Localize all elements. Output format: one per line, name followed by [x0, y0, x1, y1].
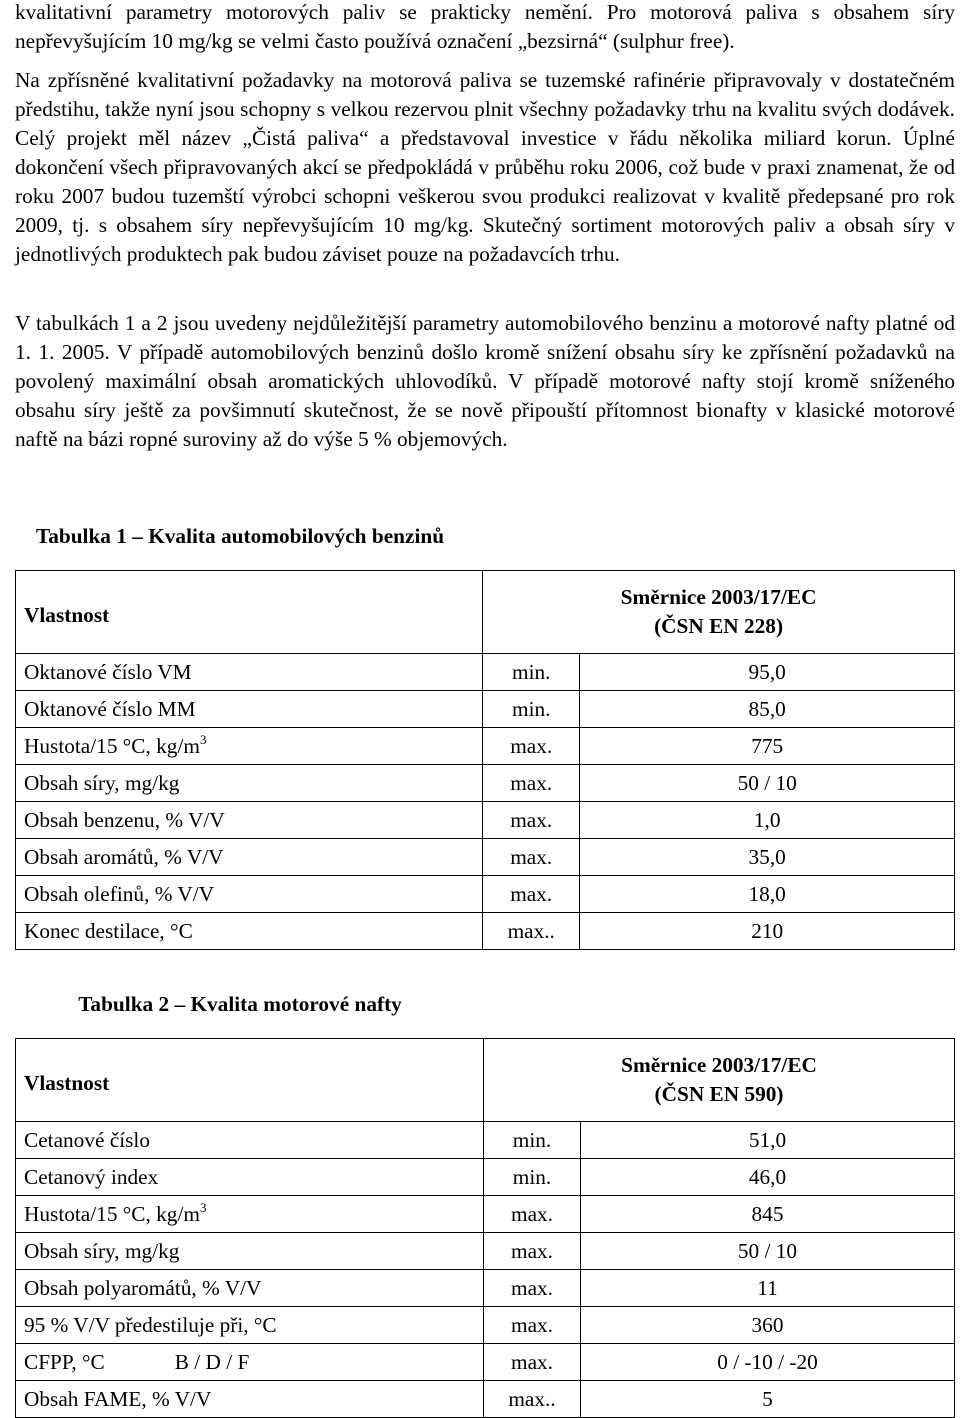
cell-value: 11: [581, 1270, 955, 1307]
table-row: [16, 1122, 955, 1159]
property-label: Hustota/15 °C, kg/m: [24, 733, 200, 758]
table2-caption: Tabulka 2 – Kvalita motorové nafty: [78, 992, 402, 1016]
cell-limit: max..: [484, 1381, 581, 1418]
table-row: [16, 913, 955, 950]
cell-limit: max.: [484, 1270, 581, 1307]
cell-value: 5: [581, 1381, 955, 1418]
table-row: [16, 1196, 955, 1233]
cell-property: [16, 876, 483, 913]
cell-limit: max.: [484, 1233, 581, 1270]
cell-limit: max.: [483, 765, 580, 802]
cell-value: 51,0: [581, 1122, 955, 1159]
cell-property: [16, 765, 483, 802]
cell-property: [16, 1122, 484, 1159]
cell-limit: max.: [484, 1196, 581, 1233]
property-label: Konec destilace, °C: [24, 918, 193, 943]
cell-limit: min.: [483, 654, 580, 691]
cell-property: [16, 654, 483, 691]
table-row: [16, 728, 955, 765]
cell-property: [16, 1159, 484, 1196]
cell-limit: min.: [483, 691, 580, 728]
cell-value: 775: [580, 728, 955, 765]
unit-superscript: 3: [199, 1199, 207, 1215]
property-label: Obsah síry, mg/kg: [24, 1238, 180, 1263]
cell-value: 845: [581, 1196, 955, 1233]
table-row: [16, 691, 955, 728]
table2-diesel-quality: [15, 1038, 955, 1418]
cell-property: [16, 802, 483, 839]
cell-value: 360: [581, 1307, 955, 1344]
cell-value: 95,0: [580, 654, 955, 691]
header-standard-label: (ČSN EN 590): [654, 1082, 784, 1106]
table1-gasoline-quality: [15, 570, 955, 950]
cell-property: [16, 1196, 484, 1233]
property-label: 95 % V/V předestiluje při, °C: [24, 1312, 277, 1337]
cell-property: [16, 1307, 484, 1344]
property-label: Obsah aromátů, % V/V: [24, 844, 224, 869]
table-row: [16, 1233, 955, 1270]
table-row: [16, 1381, 955, 1418]
table-row: [16, 1307, 955, 1344]
cell-limit: max.: [483, 728, 580, 765]
property-label: Cetanový index: [24, 1164, 159, 1189]
property-label: Oktanové číslo MM: [24, 696, 196, 721]
cell-value: 46,0: [581, 1159, 955, 1196]
cell-value: 35,0: [580, 839, 955, 876]
cell-limit: max.: [484, 1344, 581, 1381]
header-directive: [484, 1039, 955, 1122]
table-row: [16, 1270, 955, 1307]
property-label: Hustota/15 °C, kg/m: [24, 1201, 200, 1226]
header-directive-label: Směrnice 2003/17/EC: [620, 585, 817, 609]
paragraph-1: kvalitativní parametry motorových paliv se prakticky nemění. Pro motorová paliva s obsahem síry nepřevyšujícím 10 mg/kg se velmi často používá označení „bezsirná“ (sulphur free).: [15, 0, 955, 53]
cell-value: 1,0: [580, 802, 955, 839]
cell-limit: min.: [484, 1159, 581, 1196]
unit-superscript: 3: [199, 731, 207, 747]
table-row: [16, 802, 955, 839]
cell-value: 50 / 10: [580, 765, 955, 802]
cell-property: [16, 1270, 484, 1307]
property-label: Obsah FAME, % V/V: [24, 1386, 212, 1411]
property-label: Cetanové číslo: [24, 1127, 150, 1152]
paragraph-3: V tabulkách 1 a 2 jsou uvedeny nejdůležitější parametry automobilového benzinu a motorové nafty platné od 1. 1. 2005. V případě automobilových benzinů došlo kromě snížení obsahu síry ke zpřísnění požadavků na povolený maximální obsah aromatických uhlovodíků. V případě motorové nafty stojí kromě sníženého obsahu síry ještě za povšimnutí skutečnost, že se nově připouští přítomnost bionafty v klasické motorové naftě na bázi ropné suroviny až do výše 5 % objemových.: [15, 311, 955, 451]
cell-property: [16, 839, 483, 876]
cell-limit: max.: [483, 839, 580, 876]
cell-property: [16, 913, 483, 950]
property-label: Obsah olefinů, % V/V: [24, 881, 215, 906]
cell-limit: max.: [483, 876, 580, 913]
cell-value: 85,0: [580, 691, 955, 728]
header-property: Vlastnost: [16, 1039, 484, 1122]
cell-property: [16, 1381, 484, 1418]
table-row: [16, 876, 955, 913]
table-row: [16, 1159, 955, 1196]
property-label: Oktanové číslo VM: [24, 659, 192, 684]
cell-limit: max.: [484, 1307, 581, 1344]
header-directive: [483, 571, 955, 654]
table-row: [16, 654, 955, 691]
property-classes: B / D / F: [174, 1349, 250, 1374]
cell-property: [16, 1344, 484, 1381]
property-label: Obsah benzenu, % V/V: [24, 807, 225, 832]
table-header-row: [16, 1039, 955, 1122]
property-label: Obsah síry, mg/kg: [24, 770, 180, 795]
table1-caption: Tabulka 1 – Kvalita automobilových benzinů: [35, 524, 445, 548]
cell-property: [16, 728, 483, 765]
header-standard-label: (ČSN EN 228): [654, 614, 784, 638]
cell-limit: max.: [483, 802, 580, 839]
paragraph-2: Na zpřísněné kvalitativní požadavky na motorová paliva se tuzemské rafinérie připravovaly v dostatečném předstihu, takže nyní jsou schopny s velkou rezervou plnit všechny požadavky trhu na kvalitu svých dodávek. Celý projekt měl název „Čistá paliva“ a představoval investice v řádu několika miliard korun. Úplné dokončení všech připravovaných akcí se předpokládá v průběhu roku 2006, což bude v praxi znamenat, že od roku 2007 budou tuzemští výrobci schopni veškerou svou produkci realizovat v kvalitě předepsané pro rok 2009, tj. s obsahem síry nepřevyšujícím 10 mg/kg. Skutečný sortiment motorových paliv a obsah síry v jednotlivých produktech pak budou záviset pouze na požadavcích trhu.: [15, 68, 955, 266]
header-directive-label: Směrnice 2003/17/EC: [621, 1053, 817, 1077]
cell-value: 18,0: [580, 876, 955, 913]
cell-value: 210: [580, 913, 955, 950]
cell-property: [16, 691, 483, 728]
cell-limit: min.: [484, 1122, 581, 1159]
cell-limit: max..: [483, 913, 580, 950]
table-header-row: [16, 571, 955, 654]
table-row: [16, 1344, 955, 1381]
cell-value: 50 / 10: [581, 1233, 955, 1270]
table-row: [16, 765, 955, 802]
property-label: Obsah polyaromátů, % V/V: [24, 1275, 262, 1300]
header-property: Vlastnost: [16, 571, 483, 654]
property-label: CFPP, °C: [24, 1349, 105, 1374]
cell-value: 0 / -10 / -20: [581, 1344, 955, 1381]
cell-property: [16, 1233, 484, 1270]
table-row: [16, 839, 955, 876]
